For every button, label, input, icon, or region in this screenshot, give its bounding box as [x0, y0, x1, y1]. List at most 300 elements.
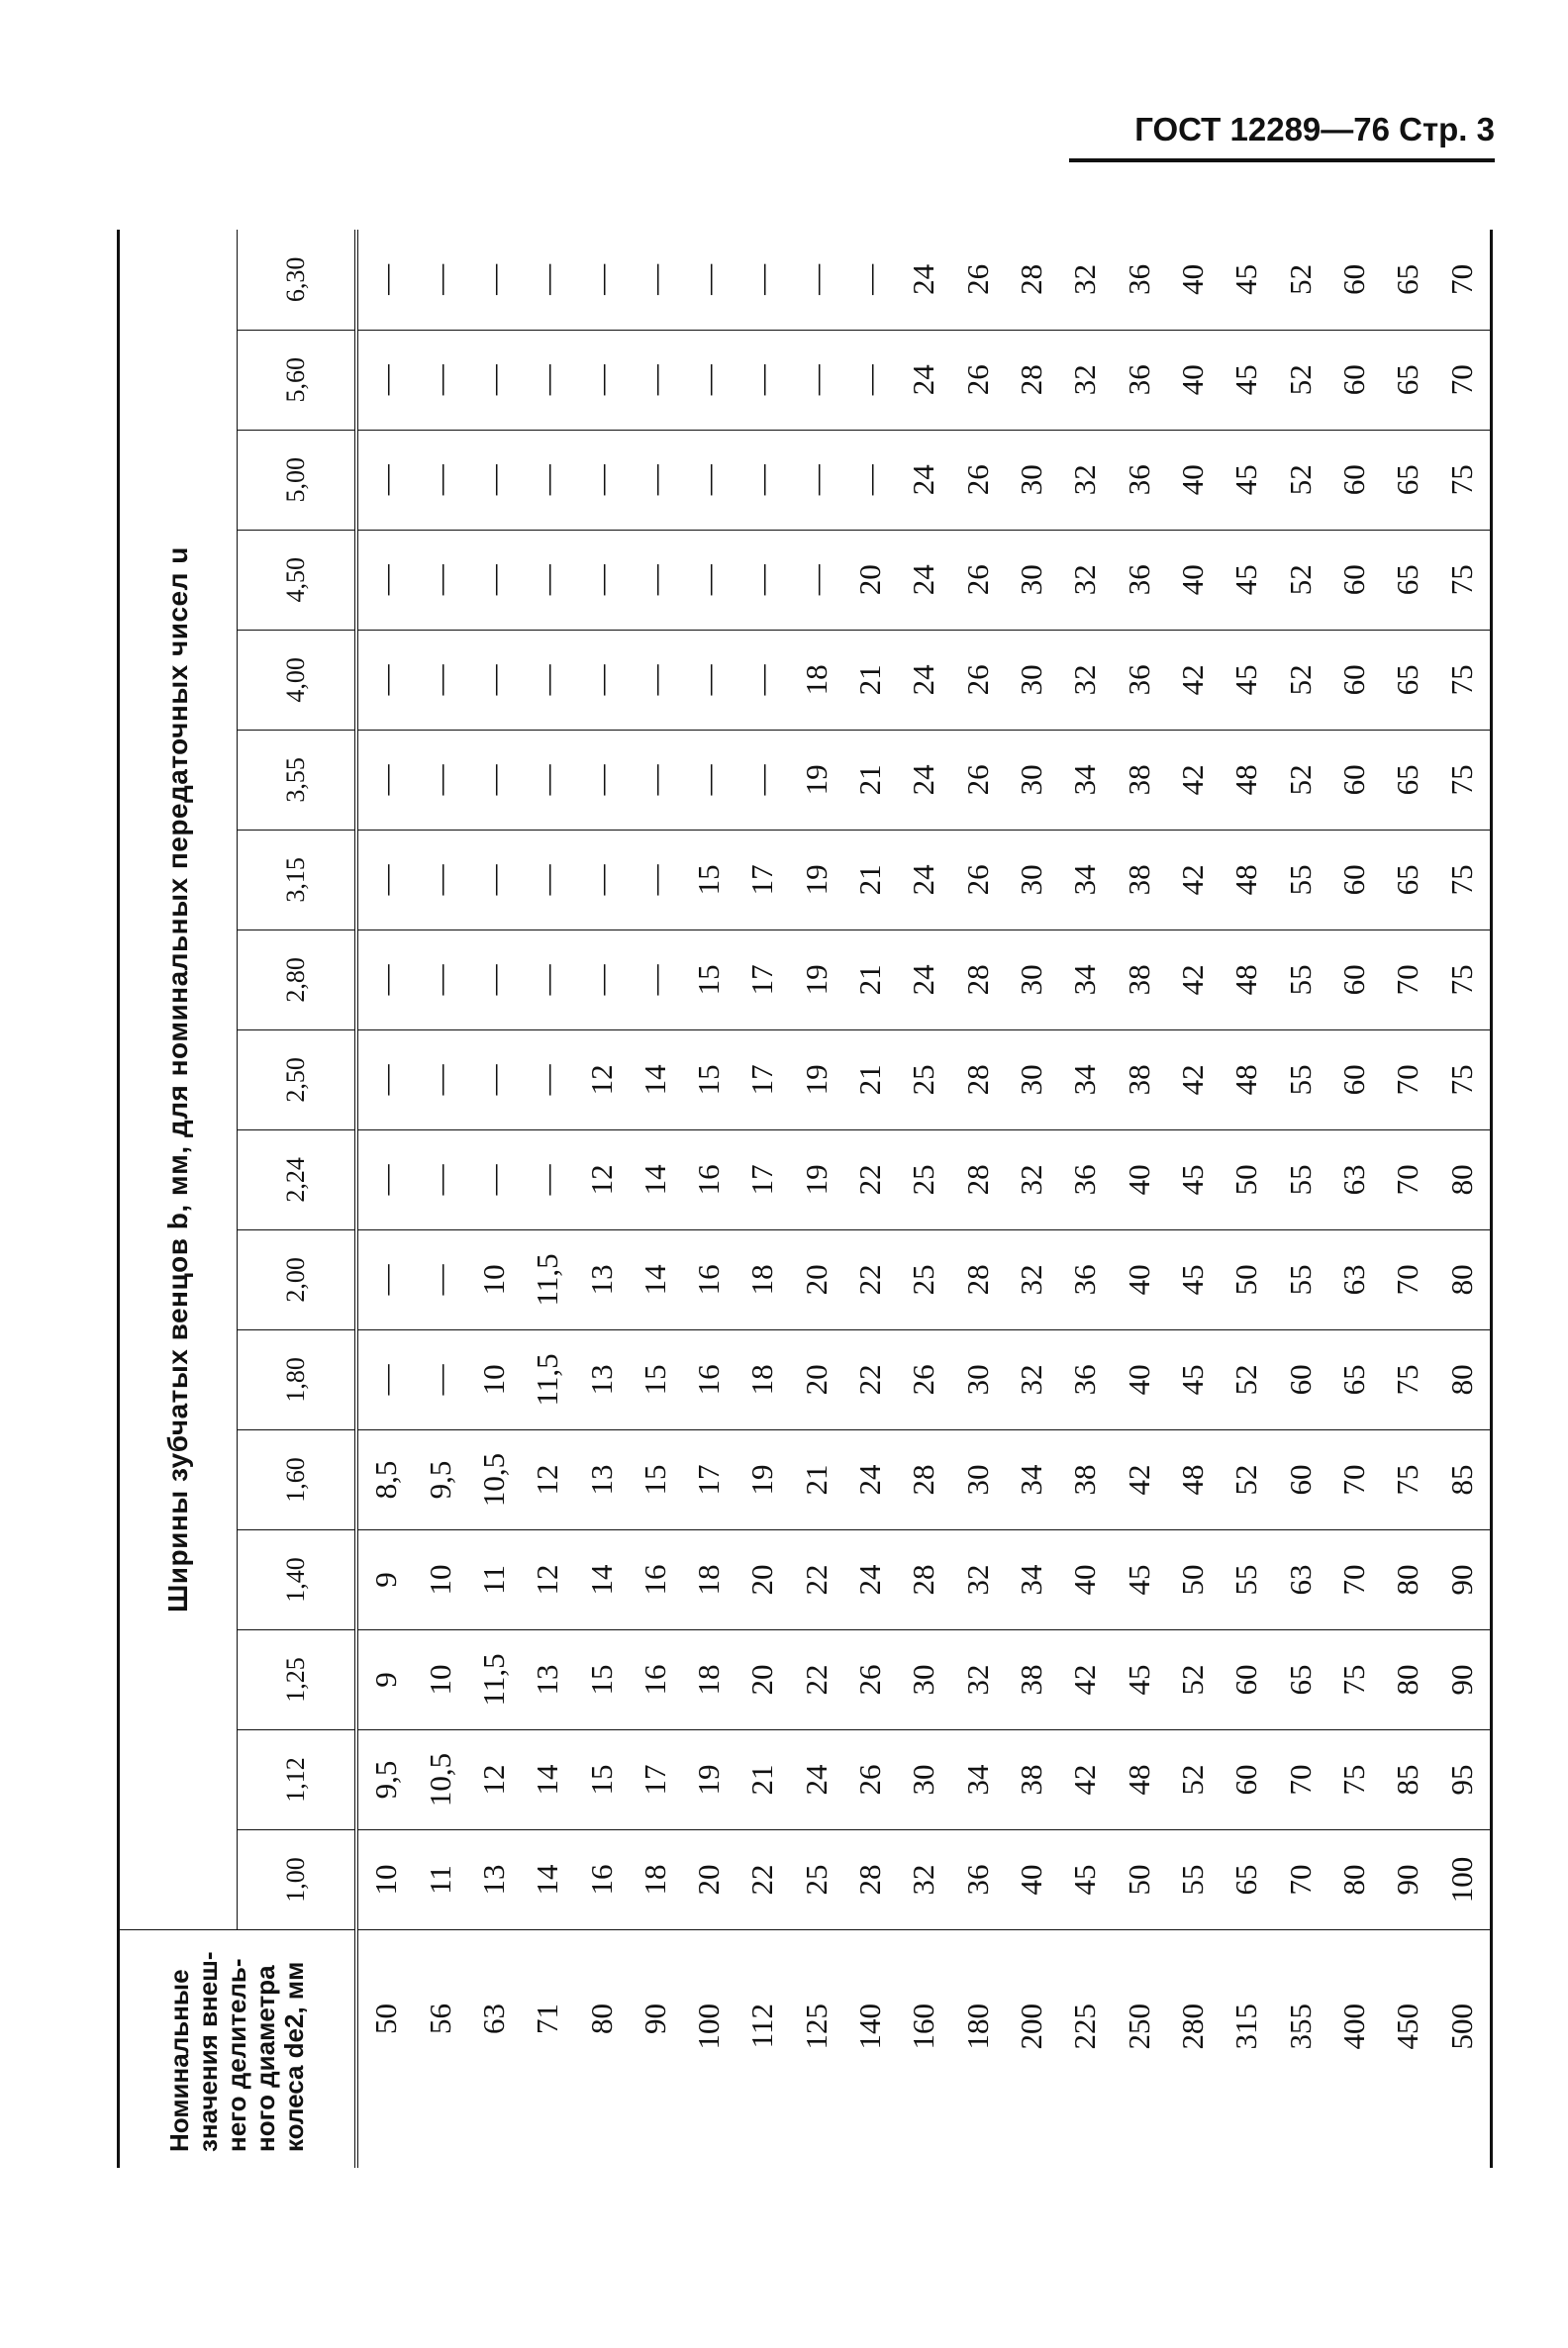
width-cell: 26	[951, 730, 1005, 830]
width-cell: 11,5	[521, 1329, 574, 1429]
width-cell: 55	[1274, 1129, 1327, 1229]
diameter-cell: 125	[790, 1930, 843, 2169]
main-header: Ширины зубчатых венцов b, мм, для номинальных передаточных чисел u	[119, 230, 238, 1930]
width-cell: —	[521, 1129, 574, 1229]
width-cell: —	[629, 830, 682, 929]
width-cell: 11	[422, 1865, 457, 1895]
ratio-header: 2,24	[238, 1129, 357, 1229]
table-row	[735, 230, 789, 2168]
width-cell: 70	[1381, 1129, 1434, 1229]
ratio-header: 4,50	[238, 530, 357, 630]
width-cell: 60	[1274, 1429, 1327, 1529]
width-cell: —	[574, 530, 628, 630]
width-cell: —	[467, 430, 521, 530]
width-cell: 12	[574, 1029, 628, 1129]
table-row	[574, 230, 628, 2168]
width-cell: —	[413, 230, 466, 330]
width-cell: —	[682, 530, 735, 630]
width-cell: 21	[843, 929, 897, 1029]
width-cell: 75	[1435, 830, 1492, 929]
width-cell: 17	[735, 1129, 789, 1229]
width-cell: 30	[1005, 530, 1058, 630]
width-cell: 52	[1220, 1329, 1273, 1429]
width-cell: 15	[682, 830, 735, 929]
width-cell: 21	[843, 630, 897, 730]
width-cell: 60	[1274, 1329, 1327, 1429]
width-cell: 36	[1113, 630, 1166, 730]
width-cell: —	[735, 430, 789, 530]
width-cell: —	[467, 330, 521, 430]
width-cell: 19	[790, 929, 843, 1029]
width-cell: 30	[897, 1629, 950, 1729]
width-cell: 52	[1220, 1429, 1273, 1529]
width-cell: 32	[1058, 330, 1112, 430]
width-cell: —	[356, 929, 413, 1029]
width-cell: 42	[1166, 1029, 1220, 1129]
width-cell: —	[413, 530, 466, 630]
diameter-cell: 100	[682, 1930, 735, 2169]
width-cell: —	[682, 630, 735, 730]
width-cell: —	[521, 1029, 574, 1129]
width-cell: 52	[1274, 330, 1327, 430]
width-cell: 15	[574, 1729, 628, 1829]
width-cell: 65	[1381, 430, 1434, 530]
width-cell: 26	[951, 530, 1005, 630]
width-cell: 25	[897, 1129, 950, 1229]
width-cell: 42	[1166, 830, 1220, 929]
width-cell: 26	[843, 1729, 897, 1829]
width-cell: —	[356, 530, 413, 630]
width-cell: 36	[959, 1864, 995, 1896]
width-cell: 75	[1435, 630, 1492, 730]
width-cell: 28	[951, 1129, 1005, 1229]
width-cell: 15	[574, 1629, 628, 1729]
gear-width-table	[117, 230, 1493, 2168]
width-cell: 80	[1381, 1529, 1434, 1629]
ratio-header: 2,80	[238, 929, 357, 1029]
width-cell: 90	[1390, 1864, 1425, 1896]
width-cell: 17	[735, 830, 789, 929]
diameter-cell: 315	[1220, 1930, 1273, 2169]
width-cell: 16	[629, 1629, 682, 1729]
ratio-header: 1,25	[238, 1629, 357, 1729]
width-cell: 21	[843, 830, 897, 929]
width-cell: 70	[1381, 929, 1434, 1029]
width-cell: 30	[1005, 1029, 1058, 1129]
width-cell: 48	[1220, 730, 1273, 830]
width-cell: 42	[1058, 1729, 1112, 1829]
width-cell: —	[467, 1129, 521, 1229]
width-cell: 20	[691, 1864, 727, 1896]
width-cell: 15	[682, 1029, 735, 1129]
diameter-cell: 140	[843, 1930, 897, 2169]
ratio-header: 2,00	[238, 1229, 357, 1329]
width-cell: 19	[790, 730, 843, 830]
width-cell: 26	[951, 330, 1005, 430]
width-cell: 20	[735, 1529, 789, 1629]
width-cell: 50	[1166, 1529, 1220, 1629]
diameter-cell: 112	[735, 1930, 789, 2169]
width-cell: 12	[521, 1529, 574, 1629]
width-cell: 15	[682, 929, 735, 1029]
width-cell: 45	[1220, 530, 1273, 630]
width-cell: —	[467, 730, 521, 830]
width-cell: 13	[521, 1629, 574, 1729]
width-cell: 55	[1274, 1029, 1327, 1129]
width-cell: —	[413, 1329, 466, 1429]
width-cell: 45	[1113, 1529, 1166, 1629]
width-cell: 19	[790, 830, 843, 929]
width-cell: 50	[1220, 1129, 1273, 1229]
width-cell: —	[413, 430, 466, 530]
width-cell: 25	[798, 1864, 833, 1896]
width-cell: 80	[1435, 1129, 1492, 1229]
width-cell: 18	[790, 630, 843, 730]
width-cell: 15	[629, 1429, 682, 1529]
width-cell: 75	[1327, 1629, 1381, 1729]
diameter-cell: 355	[1274, 1930, 1327, 2169]
width-cell: 18	[682, 1629, 735, 1729]
width-cell: —	[629, 929, 682, 1029]
width-cell: 34	[951, 1729, 1005, 1829]
width-cell: 75	[1381, 1329, 1434, 1429]
width-cell: 60	[1327, 730, 1381, 830]
width-cell: 22	[843, 1229, 897, 1329]
table-row	[629, 230, 682, 2168]
table-row	[1058, 230, 1112, 2168]
diameter-cell: 63	[467, 1930, 521, 2169]
width-cell: —	[467, 1029, 521, 1129]
width-cell: 75	[1435, 530, 1492, 630]
width-cell: 38	[1113, 730, 1166, 830]
width-cell: —	[521, 630, 574, 730]
width-cell: 60	[1327, 330, 1381, 430]
width-cell: 65	[1381, 830, 1434, 929]
width-cell: 26	[951, 230, 1005, 330]
width-cell: —	[735, 230, 789, 330]
width-cell: 45	[1220, 230, 1273, 330]
width-cell: 45	[1166, 1129, 1220, 1229]
width-cell: 70	[1381, 1029, 1434, 1129]
width-cell: 80	[1336, 1864, 1372, 1896]
width-cell: 32	[906, 1864, 941, 1896]
table-row	[521, 230, 574, 2168]
width-cell: 14	[629, 1029, 682, 1129]
width-cell: 18	[637, 1864, 672, 1896]
width-cell: —	[629, 730, 682, 830]
width-cell: 40	[1058, 1529, 1112, 1629]
width-cell: 13	[574, 1429, 628, 1529]
width-cell: 11	[467, 1529, 521, 1629]
width-cell: 55	[1175, 1864, 1211, 1896]
width-cell: 28	[951, 1029, 1005, 1129]
width-cell: 30	[1005, 730, 1058, 830]
width-cell: 52	[1166, 1729, 1220, 1829]
ratio-header: 1,00	[238, 1829, 357, 1929]
width-cell: —	[843, 430, 897, 530]
width-cell: 22	[843, 1129, 897, 1229]
width-cell: 52	[1274, 530, 1327, 630]
width-cell: 70	[1282, 1864, 1318, 1896]
diameter-cell: 500	[1435, 1930, 1492, 2169]
width-cell: 26	[951, 630, 1005, 730]
width-cell: 75	[1435, 430, 1492, 530]
width-cell: 32	[951, 1629, 1005, 1729]
width-cell: 30	[951, 1329, 1005, 1429]
ratio-header: 3,15	[238, 830, 357, 929]
width-cell: 12	[574, 1129, 628, 1229]
width-cell: 24	[897, 929, 950, 1029]
width-cell: 24	[843, 1529, 897, 1629]
width-cell: 60	[1327, 430, 1381, 530]
width-cell: 63	[1274, 1529, 1327, 1629]
width-cell: 26	[951, 430, 1005, 530]
width-cell: 34	[1005, 1529, 1058, 1629]
width-cell: —	[467, 530, 521, 630]
width-cell: 45	[1166, 1329, 1220, 1429]
width-cell: 65	[1381, 230, 1434, 330]
header-row-main	[119, 230, 238, 2168]
width-cell: 65	[1381, 330, 1434, 430]
width-cell: 19	[682, 1729, 735, 1829]
width-cell: 75	[1435, 1029, 1492, 1129]
width-cell: 28	[1005, 230, 1058, 330]
diameter-cell: 50	[356, 1930, 413, 2169]
diameter-cell: 200	[1005, 1930, 1058, 2169]
ratio-header: 1,12	[238, 1729, 357, 1829]
width-cell: 65	[1228, 1864, 1264, 1896]
width-cell: 25	[897, 1229, 950, 1329]
width-cell: 70	[1327, 1429, 1381, 1529]
width-cell: —	[413, 1229, 466, 1329]
width-cell: 10	[413, 1629, 466, 1729]
width-cell: —	[467, 830, 521, 929]
width-cell: 18	[735, 1229, 789, 1329]
width-cell: 90	[1435, 1529, 1492, 1629]
width-cell: —	[574, 330, 628, 430]
width-cell: 60	[1220, 1729, 1273, 1829]
width-cell: 75	[1435, 730, 1492, 830]
width-cell: 32	[1005, 1229, 1058, 1329]
diameter-cell: 280	[1166, 1930, 1220, 2169]
width-cell: —	[790, 230, 843, 330]
width-cell: —	[413, 929, 466, 1029]
width-cell: 90	[1435, 1629, 1492, 1729]
table-head	[119, 230, 357, 2168]
width-cell: 28	[951, 1229, 1005, 1329]
width-cell: —	[521, 830, 574, 929]
width-cell: 100	[1435, 1829, 1492, 1929]
width-cell: 34	[1058, 1029, 1112, 1129]
width-cell: —	[356, 1029, 413, 1129]
width-cell: 42	[1166, 630, 1220, 730]
width-cell: 22	[790, 1529, 843, 1629]
width-cell: 24	[843, 1429, 897, 1529]
width-cell: 38	[1005, 1629, 1058, 1729]
width-cell: 24	[897, 730, 950, 830]
width-cell: 55	[1274, 830, 1327, 929]
diameter-cell: 71	[521, 1930, 574, 2169]
width-cell: —	[574, 430, 628, 530]
width-cell: 21	[843, 730, 897, 830]
table-row	[413, 230, 466, 2168]
width-cell: 70	[1274, 1729, 1327, 1829]
width-cell: 14	[629, 1229, 682, 1329]
width-cell: 9,5	[356, 1729, 413, 1829]
width-cell: 42	[1166, 929, 1220, 1029]
width-cell: 60	[1327, 530, 1381, 630]
width-cell: 60	[1327, 830, 1381, 929]
width-cell: 19	[790, 1029, 843, 1129]
width-cell: —	[790, 530, 843, 630]
table-row	[356, 230, 413, 2168]
width-cell: —	[735, 730, 789, 830]
width-cell: 28	[897, 1429, 950, 1529]
width-cell: 10	[413, 1529, 466, 1629]
width-cell: 40	[1166, 430, 1220, 530]
width-cell: 55	[1220, 1529, 1273, 1629]
width-cell: —	[629, 230, 682, 330]
width-cell: 26	[897, 1329, 950, 1429]
width-cell: 26	[843, 1629, 897, 1729]
width-cell: 11,5	[467, 1629, 521, 1729]
width-cell: 75	[1327, 1729, 1381, 1829]
width-cell: 24	[790, 1729, 843, 1829]
width-cell: 16	[682, 1229, 735, 1329]
width-cell: 13	[574, 1329, 628, 1429]
table-row	[682, 230, 735, 2168]
width-cell: 18	[735, 1329, 789, 1429]
width-cell: 20	[790, 1229, 843, 1329]
width-cell: 24	[897, 530, 950, 630]
width-cell: 40	[1014, 1864, 1049, 1896]
width-cell: 30	[1005, 929, 1058, 1029]
width-cell: 42	[1058, 1629, 1112, 1729]
width-cell: 20	[843, 530, 897, 630]
ratio-header: 4,00	[238, 630, 357, 730]
width-cell: —	[467, 230, 521, 330]
width-cell: 45	[1220, 630, 1273, 730]
width-cell: —	[521, 430, 574, 530]
width-cell: 18	[682, 1529, 735, 1629]
width-cell: 40	[1166, 230, 1220, 330]
table-row	[1274, 230, 1327, 2168]
width-cell: 45	[1166, 1229, 1220, 1329]
ratio-header: 1,60	[238, 1429, 357, 1529]
width-cell: —	[843, 330, 897, 430]
table-row	[1005, 230, 1058, 2168]
width-cell: 28	[1005, 330, 1058, 430]
width-cell: 42	[1113, 1429, 1166, 1529]
width-cell: 30	[1005, 830, 1058, 929]
width-cell: 45	[1220, 430, 1273, 530]
diameter-cell: 225	[1058, 1930, 1112, 2169]
width-cell: 9,5	[413, 1429, 466, 1529]
diameter-cell: 80	[574, 1930, 628, 2169]
width-cell: —	[629, 430, 682, 530]
width-cell: 50	[1220, 1229, 1273, 1329]
width-cell: 45	[1220, 330, 1273, 430]
width-cell: 80	[1381, 1629, 1434, 1729]
width-cell: —	[521, 230, 574, 330]
diameter-cell: 400	[1327, 1930, 1381, 2169]
width-cell: 45	[1067, 1864, 1103, 1896]
width-cell: 40	[1113, 1329, 1166, 1429]
width-cell: 70	[1327, 1529, 1381, 1629]
ratio-header: 5,00	[238, 430, 357, 530]
width-cell: —	[574, 929, 628, 1029]
width-cell: —	[629, 530, 682, 630]
width-cell: 45	[1113, 1629, 1166, 1729]
width-cell: 32	[1058, 230, 1112, 330]
width-cell: 34	[1058, 929, 1112, 1029]
width-cell: 55	[1274, 929, 1327, 1029]
width-cell: 22	[744, 1864, 780, 1896]
table-row	[1381, 230, 1434, 2168]
width-cell: 48	[1166, 1429, 1220, 1529]
width-cell: —	[574, 630, 628, 730]
width-cell: —	[521, 530, 574, 630]
width-cell: 48	[1220, 1029, 1273, 1129]
ratio-header: 5,60	[238, 330, 357, 430]
width-cell: 30	[897, 1729, 950, 1829]
table-row	[1220, 230, 1273, 2168]
width-cell: —	[735, 530, 789, 630]
width-cell: 40	[1166, 530, 1220, 630]
width-cell: 30	[1005, 630, 1058, 730]
width-cell: 34	[1005, 1429, 1058, 1529]
width-cell: 16	[629, 1529, 682, 1629]
table-row	[1327, 230, 1381, 2168]
width-cell: 8,5	[356, 1429, 413, 1529]
width-cell: 32	[1058, 430, 1112, 530]
width-cell: —	[629, 330, 682, 430]
width-cell: 48	[1220, 929, 1273, 1029]
width-cell: 24	[897, 830, 950, 929]
ratio-header: 1,40	[238, 1529, 357, 1629]
width-cell: 10,5	[413, 1729, 466, 1829]
width-cell: —	[413, 630, 466, 730]
width-cell: —	[356, 330, 413, 430]
width-cell: 40	[1166, 330, 1220, 430]
width-cell: 12	[467, 1729, 521, 1829]
width-cell: 10	[467, 1229, 521, 1329]
width-cell: 17	[682, 1429, 735, 1529]
width-cell: 85	[1381, 1729, 1434, 1829]
width-cell: 22	[843, 1329, 897, 1429]
width-cell: 38	[1058, 1429, 1112, 1529]
width-cell: 30	[1005, 430, 1058, 530]
ratio-header: 2,50	[238, 1029, 357, 1129]
width-cell: 32	[1058, 530, 1112, 630]
width-cell: 65	[1274, 1629, 1327, 1729]
width-cell: —	[574, 230, 628, 330]
width-cell: 36	[1113, 330, 1166, 430]
ratio-header: 6,30	[238, 230, 357, 330]
width-cell: —	[790, 430, 843, 530]
width-cell: —	[682, 230, 735, 330]
width-cell: 9	[356, 1629, 413, 1729]
width-cell: 75	[1381, 1429, 1434, 1529]
width-cell: 19	[790, 1129, 843, 1229]
width-cell: —	[682, 430, 735, 530]
width-cell: —	[574, 730, 628, 830]
width-cell: 24	[897, 230, 950, 330]
width-cell: 28	[852, 1864, 888, 1896]
width-cell: 20	[735, 1629, 789, 1729]
width-cell: —	[735, 330, 789, 430]
width-cell: 25	[897, 1029, 950, 1129]
